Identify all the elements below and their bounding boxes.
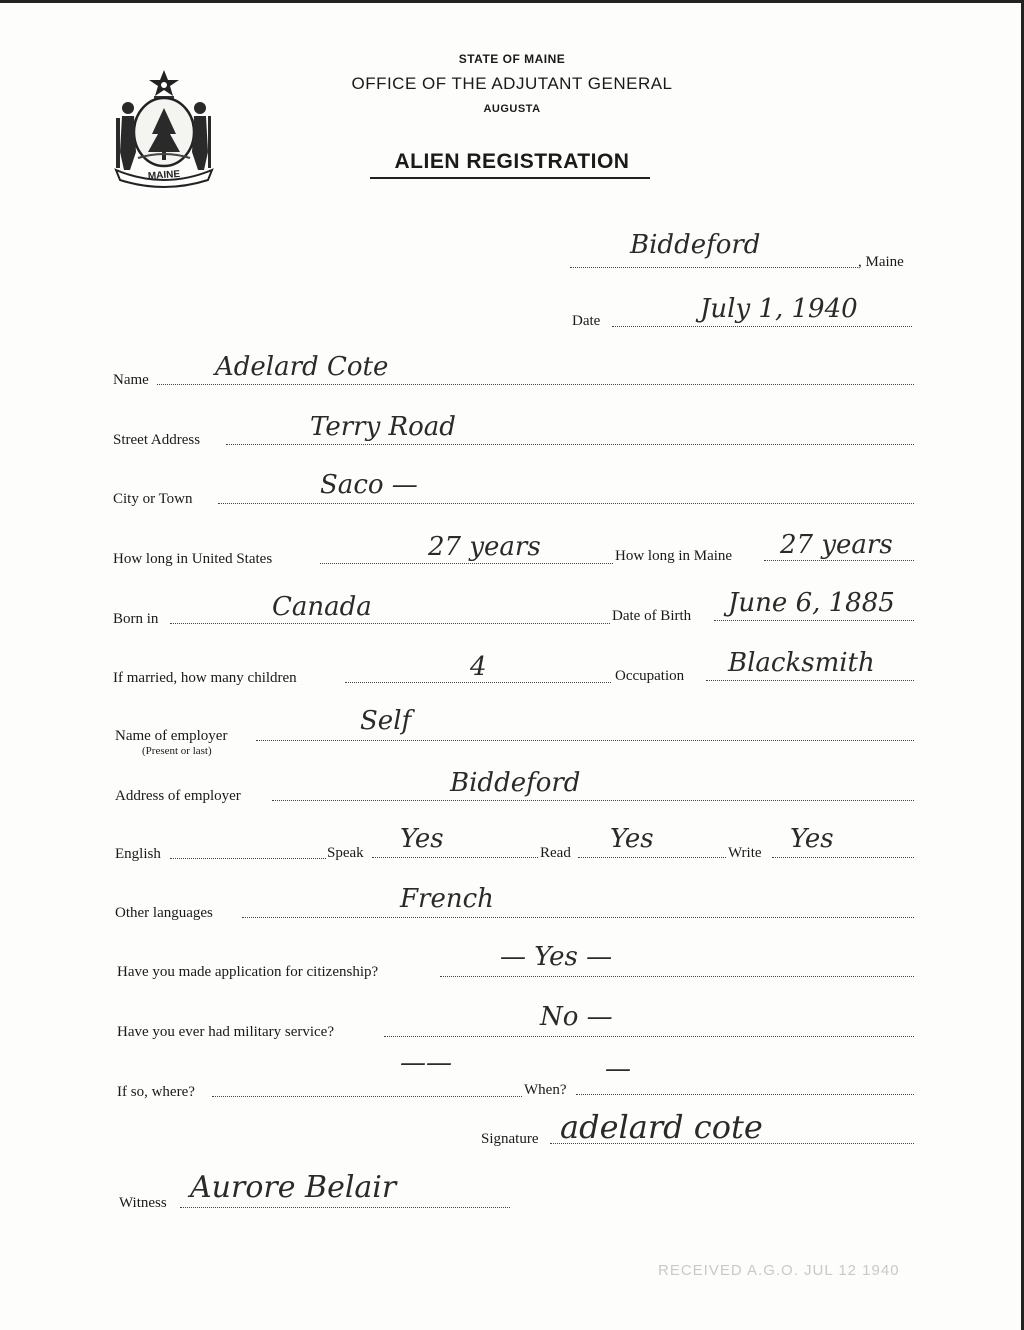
place-line (570, 267, 858, 268)
other-lang-line (242, 917, 914, 918)
date-value: July 1, 1940 (700, 294, 858, 324)
header-state: STATE OF MAINE (458, 52, 566, 66)
employer-addr-value: Biddeford (450, 768, 581, 798)
where-label: If so, where? (117, 1084, 195, 1100)
occupation-label: Occupation (615, 668, 685, 684)
read-line (578, 857, 726, 858)
witness-line (180, 1207, 510, 1208)
children-line (345, 682, 611, 683)
born-label: Born in (113, 611, 159, 627)
street-value: Terry Road (310, 412, 456, 442)
children-label: If married, how many children (113, 670, 297, 686)
witness-value: Aurore Belair (190, 1170, 397, 1205)
form-title: ALIEN REGISTRATION (394, 150, 630, 173)
maine-long-value: 27 years (780, 530, 893, 560)
write-value: Yes (790, 824, 834, 854)
other-lang-value: French (400, 884, 494, 914)
employer-line (256, 740, 914, 741)
place-value: Biddeford (630, 230, 761, 260)
when-value: — (605, 1054, 631, 1084)
received-stamp: RECEIVED A.G.O. JUL 12 1940 (658, 1262, 900, 1279)
write-label: Write (728, 845, 762, 861)
military-line (384, 1036, 914, 1037)
state-seal (108, 66, 220, 190)
speak-value: Yes (400, 824, 444, 854)
citizenship-value: — Yes — (500, 942, 613, 972)
us-label: How long in United States (113, 551, 273, 567)
employer-note: (Present or last) (142, 745, 212, 757)
dob-label: Date of Birth (612, 608, 692, 624)
when-label: When? (524, 1082, 567, 1098)
citizenship-line (440, 976, 914, 977)
read-value: Yes (610, 824, 654, 854)
occupation-value: Blacksmith (728, 648, 875, 678)
city-value: Saco — (320, 470, 418, 500)
children-value: 4 (470, 652, 487, 682)
scan-border-top (0, 0, 1024, 3)
employer-value: Self (360, 706, 412, 736)
employer-label: Name of employer (115, 728, 228, 744)
street-label: Street Address (113, 432, 201, 448)
city-line (218, 503, 914, 504)
occupation-line (706, 680, 914, 681)
dob-line (714, 620, 914, 621)
date-label: Date (572, 313, 601, 329)
english-line (170, 858, 326, 859)
read-label: Read (540, 845, 571, 861)
employer-addr-line (272, 800, 914, 801)
city-label: City or Town (113, 491, 193, 507)
header-city: AUGUSTA (483, 103, 541, 115)
maine-long-label: How long in Maine (615, 548, 733, 564)
seal-lettering: MAINE (147, 168, 181, 183)
name-value: Adelard Cote (215, 352, 389, 382)
us-line (320, 563, 613, 564)
other-lang-label: Other languages (115, 905, 213, 921)
date-line (612, 326, 912, 327)
employer-addr-label: Address of employer (115, 788, 241, 804)
born-line (170, 623, 610, 624)
write-line (772, 857, 914, 858)
born-value: Canada (272, 592, 372, 622)
english-label: English (115, 846, 161, 862)
name-label: Name (113, 372, 149, 388)
military-value: No — (540, 1002, 613, 1032)
witness-label: Witness (119, 1195, 167, 1211)
signature-label: Signature (481, 1131, 539, 1147)
maine-long-line (764, 560, 914, 561)
speak-label: Speak (327, 845, 364, 861)
speak-line (372, 857, 538, 858)
signature-value: adelard cote (560, 1108, 763, 1146)
citizenship-label: Have you made application for citizenship? (117, 964, 379, 980)
us-value: 27 years (428, 532, 541, 562)
military-label: Have you ever had military service? (117, 1024, 334, 1040)
header-office: OFFICE OF THE ADJUTANT GENERAL (351, 74, 673, 93)
maine-label: , Maine (858, 254, 904, 270)
when-line (576, 1094, 914, 1095)
title-underline (370, 177, 650, 179)
name-line (157, 384, 914, 385)
dob-value: June 6, 1885 (728, 588, 895, 618)
where-value: —— (400, 1048, 452, 1078)
street-line (226, 444, 914, 445)
where-line (212, 1096, 522, 1097)
